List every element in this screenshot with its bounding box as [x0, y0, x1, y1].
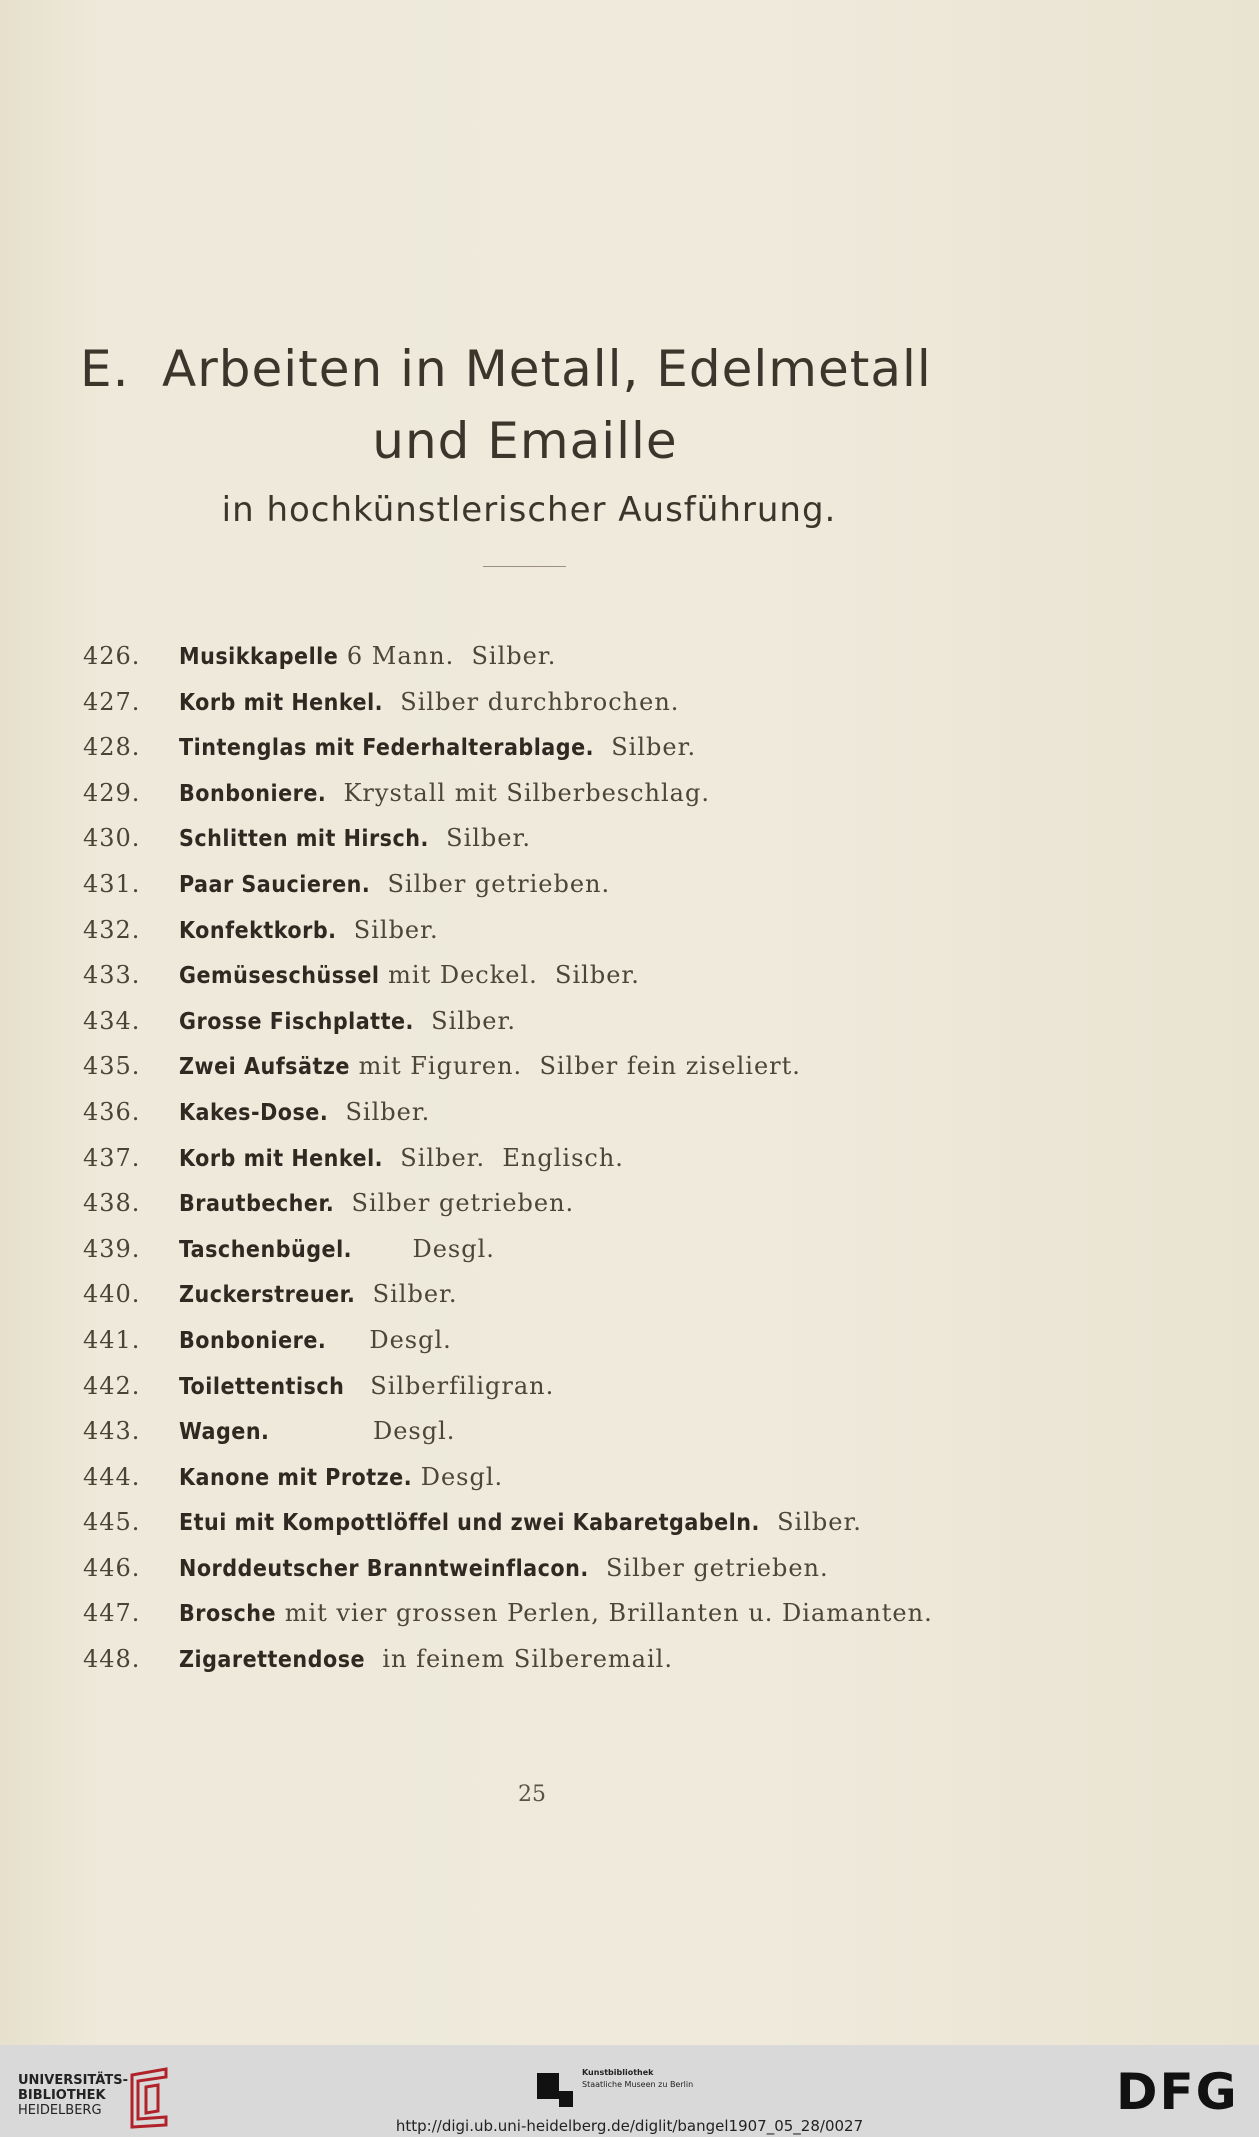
- section-title-line2: und Emaille: [372, 412, 678, 470]
- kunstbibliothek-logo-icon[interactable]: [537, 2065, 577, 2109]
- catalog-entry: [83, 1409, 1083, 1455]
- ub-line3: HEIDELBERG: [18, 2103, 102, 2118]
- divider: [483, 566, 566, 567]
- entry-name: Taschenbügel.: [179, 1236, 353, 1263]
- catalog-entry: [83, 1318, 1083, 1364]
- catalog-entry: [83, 1364, 1083, 1410]
- catalog-entry: [83, 908, 1083, 954]
- catalog-entry: [83, 1136, 1083, 1182]
- entry-description: Silber getrieben.: [588, 1553, 829, 1582]
- entry-description: Silber.: [759, 1508, 862, 1537]
- catalog-entry: [83, 725, 1083, 771]
- entry-number: 447.: [83, 1599, 141, 1628]
- entry-number: 442.: [83, 1371, 141, 1400]
- entry-name: Kanone mit Protze.: [179, 1464, 413, 1491]
- section-subtitle: in hochkünstlerischer Ausführung.: [221, 490, 837, 530]
- kb-line1: Kunstbibliothek: [582, 2068, 654, 2077]
- catalog-entry: [83, 1637, 1083, 1683]
- catalog-entry: [83, 1227, 1083, 1273]
- catalog-entry: [83, 771, 1083, 817]
- entry-number: 430.: [83, 824, 141, 853]
- entry-number: 431.: [83, 869, 141, 898]
- catalog-entry: [83, 1181, 1083, 1227]
- entry-number: 446.: [83, 1553, 141, 1582]
- entry-description: mit Deckel. Silber.: [379, 961, 640, 990]
- entry-description: Silber. Englisch.: [383, 1143, 624, 1172]
- ub-heidelberg-label[interactable]: [18, 2073, 128, 2118]
- entry-number: 438.: [83, 1189, 141, 1218]
- catalog-entry: [83, 1546, 1083, 1592]
- entry-name: Paar Saucieren.: [179, 871, 371, 898]
- entry-name: Etui mit Kompottlöffel und zwei Kabaretgabeln.: [179, 1510, 760, 1537]
- entry-number: 427.: [83, 687, 141, 716]
- entry-name: Musikkapelle: [179, 644, 339, 670]
- entry-number: 443.: [83, 1417, 141, 1446]
- entry-number: 426.: [83, 642, 141, 670]
- ub-line1: UNIVERSITÄTS-: [18, 2073, 128, 2088]
- dfg-logo[interactable]: DFG: [1116, 2063, 1239, 2121]
- entry-description: mit Figuren. Silber fein ziseliert.: [349, 1052, 801, 1081]
- entry-number: 434.: [83, 1006, 141, 1035]
- entry-number: 436.: [83, 1097, 141, 1126]
- footer-bar: [0, 2045, 1259, 2137]
- entry-description: Silber.: [428, 824, 531, 853]
- kunstbibliothek-label: [582, 2067, 693, 2091]
- entry-name: Zigarettendose: [179, 1647, 366, 1674]
- entry-description: Desgl.: [352, 1234, 495, 1263]
- entry-description: Silber durchbrochen.: [383, 687, 680, 716]
- entry-number: 448.: [83, 1645, 141, 1674]
- section-title: [80, 340, 1000, 398]
- entry-name: Wagen.: [179, 1419, 270, 1446]
- catalog-entry: [83, 1591, 1083, 1637]
- catalog-entry: [83, 1272, 1083, 1318]
- entry-number: 437.: [83, 1143, 141, 1172]
- entry-name: Korb mit Henkel.: [179, 1145, 384, 1172]
- entry-number: 428.: [83, 733, 141, 762]
- entry-description: Krystall mit Silberbeschlag.: [326, 778, 710, 807]
- entry-name: Brautbecher.: [179, 1191, 335, 1218]
- entry-description: Desgl.: [412, 1462, 504, 1491]
- entry-description: Silberfiligran.: [344, 1371, 555, 1400]
- section-prefix: E.: [80, 340, 130, 398]
- entry-description: in feinem Silberemail.: [365, 1645, 673, 1674]
- catalog-entry: [83, 1500, 1083, 1546]
- permalink-url[interactable]: http://digi.ub.uni-heidelberg.de/diglit/bangel1907_05_28/0027: [395, 2117, 864, 2135]
- entry-name: Bonboniere.: [179, 780, 327, 807]
- entry-number: 435.: [83, 1052, 141, 1081]
- entry-name: Zuckerstreuer.: [179, 1282, 356, 1309]
- entry-name: Norddeutscher Branntweinflacon.: [179, 1555, 589, 1582]
- entry-name: Gemüseschüssel: [179, 963, 380, 990]
- entry-name: Konfektkorb.: [179, 917, 337, 944]
- entry-number: 440.: [83, 1280, 141, 1309]
- entry-description: Silber.: [593, 733, 697, 762]
- entry-number: 429.: [83, 778, 141, 807]
- entry-description: Desgl.: [326, 1325, 452, 1354]
- catalog-entry: [83, 953, 1083, 999]
- entry-description: 6 Mann. Silber.: [338, 642, 557, 670]
- entry-number: 444.: [83, 1462, 141, 1491]
- section-title-line1: Arbeiten in Metall, Edelmetall: [162, 340, 932, 398]
- entry-description: Silber getrieben.: [370, 869, 611, 898]
- entry-name: Tintenglas mit Federhalterablage.: [179, 735, 594, 762]
- entry-name: Toilettentisch: [179, 1373, 345, 1400]
- entry-description: mit vier grossen Perlen, Brillanten u. Diamanten.: [276, 1599, 933, 1628]
- entry-description: Silber getrieben.: [334, 1189, 575, 1218]
- entry-number: 433.: [83, 961, 141, 990]
- entry-name: Schlitten mit Hirsch.: [179, 826, 429, 853]
- entry-number: 441.: [83, 1325, 141, 1354]
- entry-description: Silber.: [328, 1097, 431, 1126]
- entry-number: 439.: [83, 1234, 141, 1263]
- catalog-entry: [83, 634, 1083, 680]
- entry-description: Silber.: [355, 1280, 458, 1309]
- entry-name: Brosche: [179, 1601, 277, 1628]
- entry-name: Grosse Fischplatte.: [179, 1008, 414, 1035]
- catalog-list: [83, 634, 1083, 1683]
- catalog-entry: [83, 1455, 1083, 1501]
- catalog-entry: [83, 816, 1083, 862]
- entry-name: Zwei Aufsätze: [179, 1054, 350, 1081]
- entry-name: Bonboniere.: [179, 1327, 327, 1354]
- entry-number: 445.: [83, 1508, 141, 1537]
- catalog-entry: [83, 1090, 1083, 1136]
- kb-line2: Staatliche Museen zu Berlin: [582, 2080, 694, 2089]
- page-number: 25: [518, 1782, 546, 1807]
- catalog-entry: [83, 999, 1083, 1045]
- catalog-entry: [83, 1044, 1083, 1090]
- entry-number: 432.: [83, 915, 141, 944]
- entry-description: Desgl.: [269, 1417, 456, 1446]
- entry-name: Korb mit Henkel.: [179, 689, 384, 716]
- ub-line2: BIBLIOTHEK: [18, 2088, 106, 2103]
- entry-description: Silber.: [336, 915, 439, 944]
- catalog-entry: [83, 680, 1083, 726]
- entry-description: Silber.: [413, 1006, 516, 1035]
- entry-name: Kakes-Dose.: [179, 1099, 329, 1126]
- catalog-entry: [83, 862, 1083, 908]
